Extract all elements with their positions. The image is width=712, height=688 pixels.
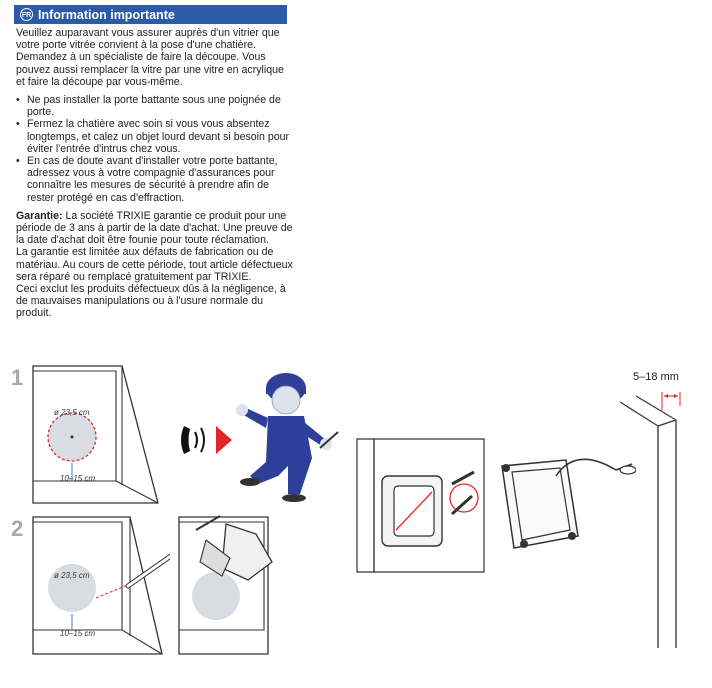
guarantee-limits: La garantie est limitée aux défauts de fabrication ou de matériau. Au cours de cette période, tout article défectueux sera réparé ou remplacé gratuitement par TRIXIE.	[16, 246, 293, 283]
guarantee-exclusions: Ceci exclut les produits défectueux dûs à la négligence, à de mauvaises manipulations ou à l'usure normale du produit.	[16, 283, 286, 320]
list-item: • Ne pas installer la porte battante sous une poignée de porte.	[16, 94, 293, 118]
list-item: • Fermez la chatière avec soin si vous vous absentez longtemps, et calez un objet lourd devant si besoin pour éviter l'entrée d'intrus chez vous.	[16, 118, 293, 155]
diameter-label: ø 23,5 cm	[54, 571, 90, 580]
distance-label: 10–15 cm	[60, 629, 96, 638]
section-title: Information importante	[38, 7, 175, 22]
glass-cutter-illustration	[176, 514, 276, 660]
instructions-text	[16, 27, 293, 320]
door-thickness-illustration	[614, 384, 698, 654]
guarantee-text: La société TRIXIE garantie ce produit pour une période de 3 ans à partir de la date d'achat. Une preuve de la date d'achat doit être founie pour toute réclamation.	[16, 209, 293, 247]
step-number-1: 1	[11, 365, 24, 390]
warning-list	[16, 94, 293, 204]
diameter-label: ø 23,5 cm	[54, 408, 90, 417]
guarantee-paragraph	[16, 210, 293, 247]
distance-label: 10–15 cm	[60, 474, 96, 483]
guarantee-label: Garantie:	[16, 209, 63, 222]
step-number-2: 2	[11, 516, 24, 541]
list-item: • En cas de doute avant d'installer votre porte battante, adressez vous à votre compagnie d'assurances pour connaître les mesures de sécurité à prendre afin de rester protégé en cas d'effraction.	[16, 155, 293, 204]
section-header	[14, 5, 287, 24]
cat-flap-assembly-illustration	[354, 436, 488, 576]
intro-paragraph: Veuillez auparavant vous assurer auprès d'un vitrier que votre porte vitrée convient à la pose d'une chatière. Demandez à un spécialiste de faire la découpe. Vous pouvez aussi remplacer la vitre par une vitre en acrylique et faire la découpe par vous-même.	[16, 27, 284, 88]
glass-pane-marking-illustration	[30, 363, 160, 510]
alert-sound-icon	[176, 420, 236, 460]
language-badge: FR	[20, 8, 33, 21]
glass-pane-pencil-illustration	[30, 514, 170, 660]
thickness-label: 5–18 mm	[633, 371, 679, 383]
worker-illustration	[228, 366, 340, 504]
